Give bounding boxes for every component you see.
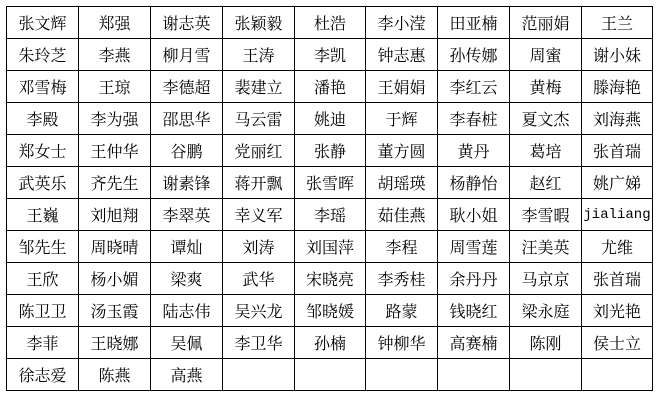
table-cell[interactable]: 谢小妹: [582, 39, 653, 71]
table-row: [7, 103, 653, 135]
table-cell[interactable]: 李雪暇: [510, 199, 582, 231]
table-cell[interactable]: [223, 359, 295, 391]
table-cell[interactable]: 杨静怡: [438, 167, 510, 199]
table-row: [7, 7, 653, 39]
table-cell[interactable]: 姚广娣: [582, 167, 653, 199]
table-row: [7, 167, 653, 199]
table-cell[interactable]: 张首瑞: [582, 135, 653, 167]
table-row: [7, 199, 653, 231]
table-cell[interactable]: 武华: [223, 263, 295, 295]
table-cell[interactable]: 耿小姐: [438, 199, 510, 231]
table-cell[interactable]: 周蜜: [510, 39, 582, 71]
table-cell[interactable]: 刘国萍: [295, 231, 366, 263]
table-cell[interactable]: 王涛: [223, 39, 295, 71]
table-cell[interactable]: 高赛楠: [438, 327, 510, 359]
table-cell[interactable]: 马云雷: [223, 103, 295, 135]
table-cell[interactable]: 侯士立: [582, 327, 653, 359]
table-cell[interactable]: 张静: [295, 135, 366, 167]
table-cell[interactable]: 邓雪梅: [7, 71, 79, 103]
table-cell[interactable]: 周雪莲: [438, 231, 510, 263]
spreadsheet-area: [6, 6, 653, 391]
table-cell[interactable]: 王仲华: [79, 135, 151, 167]
table-cell[interactable]: 滕海艳: [582, 71, 653, 103]
table-cell[interactable]: 李为强: [79, 103, 151, 135]
table-cell[interactable]: 裴建立: [223, 71, 295, 103]
table-cell[interactable]: 谢素锋: [151, 167, 223, 199]
table-cell[interactable]: 张颖毅: [223, 7, 295, 39]
table-cell[interactable]: 吴佩: [151, 327, 223, 359]
table-cell[interactable]: 杜浩: [295, 7, 366, 39]
table-cell[interactable]: 潘艳: [295, 71, 366, 103]
table-cell[interactable]: 李春桩: [438, 103, 510, 135]
table-cell[interactable]: 刘光艳: [582, 295, 653, 327]
table-cell[interactable]: 梁爽: [151, 263, 223, 295]
table-cell[interactable]: 李程: [366, 231, 438, 263]
table-cell[interactable]: 汪美英: [510, 231, 582, 263]
table-row: [7, 263, 653, 295]
table-cell[interactable]: 李红云: [438, 71, 510, 103]
table-cell[interactable]: 赵红: [510, 167, 582, 199]
table-cell[interactable]: 茹佳燕: [366, 199, 438, 231]
table-cell[interactable]: jialiang: [582, 199, 653, 231]
table-cell[interactable]: 汤玉霞: [79, 295, 151, 327]
table-cell[interactable]: 宋晓亮: [295, 263, 366, 295]
table-cell[interactable]: 王巍: [7, 199, 79, 231]
table-row: [7, 327, 653, 359]
table-body: [7, 7, 653, 391]
table-row: [7, 71, 653, 103]
table-cell[interactable]: 夏文杰: [510, 103, 582, 135]
table-cell[interactable]: 李燕: [79, 39, 151, 71]
table-cell[interactable]: 杨小媚: [79, 263, 151, 295]
table-cell[interactable]: 董方圆: [366, 135, 438, 167]
table-cell[interactable]: 王晓娜: [79, 327, 151, 359]
table-cell[interactable]: 王欣: [7, 263, 79, 295]
table-cell[interactable]: 钟柳华: [366, 327, 438, 359]
table-row: [7, 295, 653, 327]
table-cell[interactable]: 范丽娟: [510, 7, 582, 39]
table-row: [7, 359, 653, 391]
table-cell[interactable]: 李德超: [151, 71, 223, 103]
table-cell[interactable]: 陈刚: [510, 327, 582, 359]
table-cell[interactable]: 刘旭翔: [79, 199, 151, 231]
table-cell[interactable]: 钱晓红: [438, 295, 510, 327]
table-cell[interactable]: 高燕: [151, 359, 223, 391]
table-cell[interactable]: 陆志伟: [151, 295, 223, 327]
table-cell[interactable]: [582, 359, 653, 391]
table-cell[interactable]: 党丽红: [223, 135, 295, 167]
table-cell[interactable]: 吴兴龙: [223, 295, 295, 327]
table-cell[interactable]: 孙楠: [295, 327, 366, 359]
table-cell[interactable]: 张雪晖: [295, 167, 366, 199]
table-cell[interactable]: 谷鹏: [151, 135, 223, 167]
table-cell[interactable]: 李秀桂: [366, 263, 438, 295]
table-cell[interactable]: 李小滢: [366, 7, 438, 39]
table-cell[interactable]: 李翠英: [151, 199, 223, 231]
table-cell[interactable]: 田亚楠: [438, 7, 510, 39]
table-cell[interactable]: 邵思华: [151, 103, 223, 135]
table-cell[interactable]: 谭灿: [151, 231, 223, 263]
table-cell[interactable]: 黄梅: [510, 71, 582, 103]
table-cell[interactable]: [366, 359, 438, 391]
table-cell[interactable]: 武英乐: [7, 167, 79, 199]
table-cell[interactable]: 李卫华: [223, 327, 295, 359]
table-cell[interactable]: 钟志惠: [366, 39, 438, 71]
table-cell[interactable]: 蒋开飘: [223, 167, 295, 199]
table-cell[interactable]: 幸义军: [223, 199, 295, 231]
table-cell[interactable]: 谢志英: [151, 7, 223, 39]
table-row: [7, 135, 653, 167]
table-cell[interactable]: 余丹丹: [438, 263, 510, 295]
table-cell[interactable]: 刘海燕: [582, 103, 653, 135]
table-cell[interactable]: 葛培: [510, 135, 582, 167]
table-cell[interactable]: 邹晓媛: [295, 295, 366, 327]
table-cell[interactable]: [295, 359, 366, 391]
table-cell[interactable]: 梁永庭: [510, 295, 582, 327]
table-cell[interactable]: 马京京: [510, 263, 582, 295]
table-cell[interactable]: 黄丹: [438, 135, 510, 167]
names-table: [6, 6, 653, 391]
table-cell[interactable]: 齐先生: [79, 167, 151, 199]
table-cell[interactable]: 郑女士: [7, 135, 79, 167]
table-cell[interactable]: 陈燕: [79, 359, 151, 391]
table-row: [7, 39, 653, 71]
table-cell[interactable]: 李菲: [7, 327, 79, 359]
table-cell[interactable]: 李殿: [7, 103, 79, 135]
table-cell[interactable]: 孙传娜: [438, 39, 510, 71]
table-row: [7, 231, 653, 263]
table-cell[interactable]: 张文辉: [7, 7, 79, 39]
table-cell[interactable]: 王兰: [582, 7, 653, 39]
table-cell[interactable]: 柳月雪: [151, 39, 223, 71]
table-cell[interactable]: 周晓晴: [79, 231, 151, 263]
table-cell[interactable]: 尤维: [582, 231, 653, 263]
table-cell[interactable]: 朱玲芝: [7, 39, 79, 71]
table-cell[interactable]: 刘涛: [223, 231, 295, 263]
table-cell[interactable]: 李瑶: [295, 199, 366, 231]
table-cell[interactable]: 王琼: [79, 71, 151, 103]
table-cell[interactable]: 陈卫卫: [7, 295, 79, 327]
table-cell[interactable]: [438, 359, 510, 391]
table-cell[interactable]: [510, 359, 582, 391]
table-cell[interactable]: 李凯: [295, 39, 366, 71]
table-cell[interactable]: 郑强: [79, 7, 151, 39]
table-cell[interactable]: 邹先生: [7, 231, 79, 263]
table-cell[interactable]: 胡瑶瑛: [366, 167, 438, 199]
table-cell[interactable]: 张首瑞: [582, 263, 653, 295]
table-cell[interactable]: 姚迪: [295, 103, 366, 135]
table-cell[interactable]: 徐志爱: [7, 359, 79, 391]
table-cell[interactable]: 于辉: [366, 103, 438, 135]
table-cell[interactable]: 路蒙: [366, 295, 438, 327]
table-cell[interactable]: 王娟娟: [366, 71, 438, 103]
